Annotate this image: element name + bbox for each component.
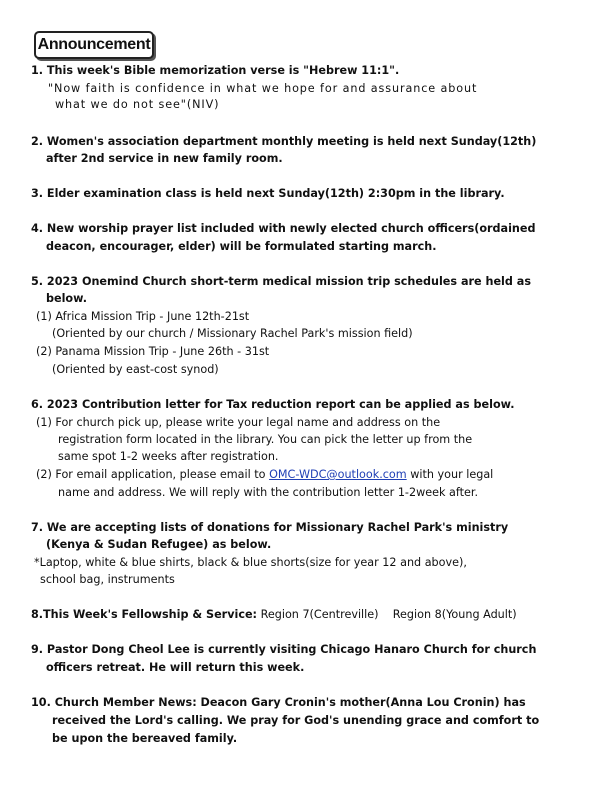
item-7-line-2: (Kenya & Sudan Refugee) as below. xyxy=(46,538,272,551)
item-8-line xyxy=(31,608,517,622)
item-6-sub-1: (1) For church pick up, please write your legal name and address on the xyxy=(36,416,441,429)
item-6-sub-2-text-b: with your legal xyxy=(406,468,494,481)
announcement-title-box xyxy=(34,31,154,59)
item-6-sub-2-text-a: (2) For email application, please email to xyxy=(36,468,270,481)
item-4-line-1: 4. New worship prayer list included with newly elected church officers(ordained xyxy=(31,222,536,235)
item-1-verse-line-2: what we do not see"(NIV) xyxy=(55,98,220,111)
item-9-line-2: officers retreat. He will return this week. xyxy=(46,661,305,674)
item-6-sub-2 xyxy=(36,468,493,482)
item-5-sub-2: (2) Panama Mission Trip - June 26th - 31st xyxy=(36,345,270,358)
item-9-line-1: 9. Pastor Dong Cheol Lee is currently visiting Chicago Hanaro Church for church xyxy=(31,643,537,656)
item-1-heading: 1. This week's Bible memorization verse is "Hebrew 11:1". xyxy=(31,64,400,77)
item-10-line-2: received the Lord's calling. We pray for God's unending grace and comfort to xyxy=(52,714,540,727)
item-6-sub-1-cont-1: registration form located in the library. You can pick the letter up from the xyxy=(58,433,473,446)
item-7-line-1: 7. We are accepting lists of donations for Missionary Rachel Park's ministry xyxy=(31,521,509,534)
item-5-sub-1-note: (Oriented by our church / Missionary Rachel Park's mission field) xyxy=(52,327,413,340)
item-6-sub-2-cont: name and address. We will reply with the contribution letter 1-2week after. xyxy=(58,486,479,499)
item-5-sub-2-note: (Oriented by east-cost synod) xyxy=(52,363,219,376)
item-7-donation-list-2: school bag, instruments xyxy=(40,573,175,586)
item-10-line-3: be upon the bereaved family. xyxy=(52,732,238,745)
item-1-verse-line-1: "Now faith is confidence in what we hope for and assurance about xyxy=(48,82,478,95)
item-5-line-2: below. xyxy=(46,292,87,305)
item-5-line-1: 5. 2023 Onemind Church short-term medical mission trip schedules are held as xyxy=(31,275,531,288)
item-3-line-1: 3. Elder examination class is held next Sunday(12th) 2:30pm in the library. xyxy=(31,187,505,200)
item-8-heading: 8.This Week's Fellowship & Service: xyxy=(31,608,258,621)
email-link[interactable]: OMC-WDC@outlook.com xyxy=(269,468,407,481)
item-2-line-2: after 2nd service in new family room. xyxy=(46,152,283,165)
item-5-sub-1: (1) Africa Mission Trip - June 12th-21st xyxy=(36,310,250,323)
page-title: Announcement xyxy=(37,36,151,53)
item-8-regions: Region 7(Centreville) Region 8(Young Adult) xyxy=(257,608,517,621)
item-7-donation-list-1: *Laptop, white & blue shirts, black & blue shorts(size for year 12 and above), xyxy=(34,556,467,569)
item-4-line-2: deacon, encourager, elder) will be formulated starting march. xyxy=(46,240,437,253)
item-10-line-1: 10. Church Member News: Deacon Gary Cronin's mother(Anna Lou Cronin) has xyxy=(31,696,526,709)
item-2-line-1: 2. Women's association department monthly meeting is held next Sunday(12th) xyxy=(31,135,537,148)
item-6-sub-1-cont-2: same spot 1-2 weeks after registration. xyxy=(58,450,279,463)
item-6-line-1: 6. 2023 Contribution letter for Tax reduction report can be applied as below. xyxy=(31,398,515,411)
